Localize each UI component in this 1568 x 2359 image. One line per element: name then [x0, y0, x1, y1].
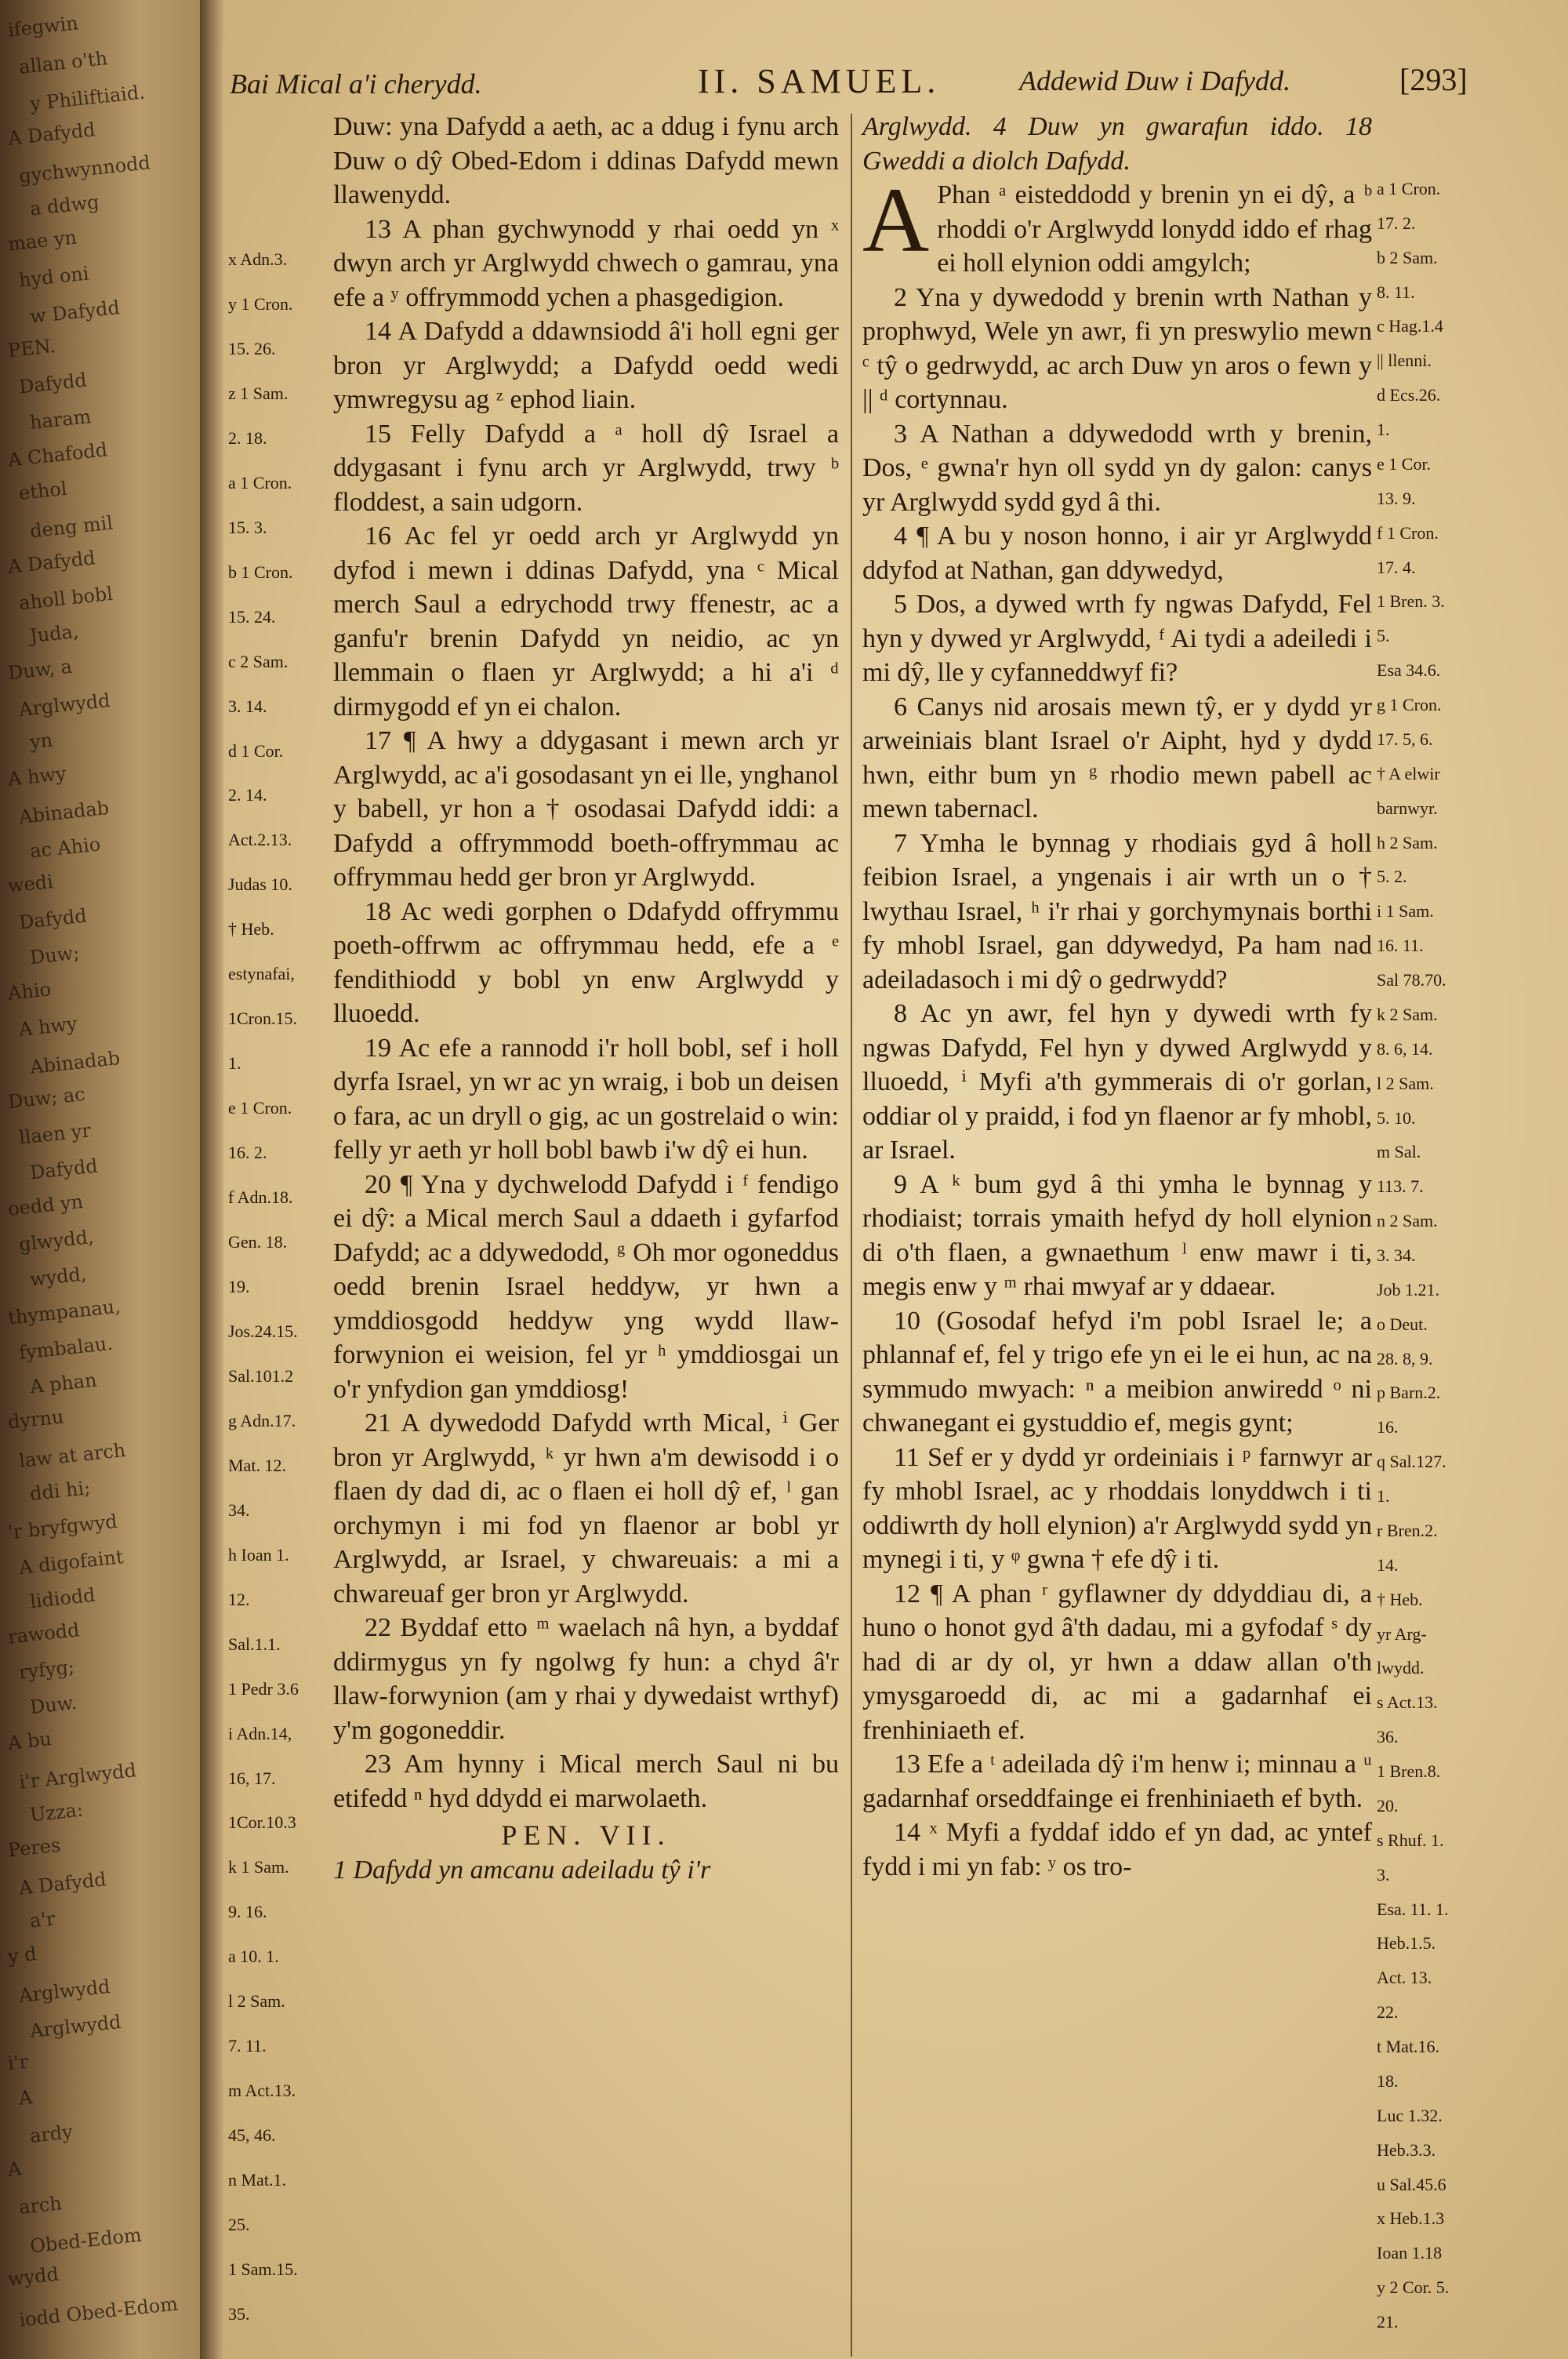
- bleed-text: Abinadab: [17, 797, 111, 828]
- margin-reference: 7. 11.: [228, 2036, 267, 2055]
- bleed-text: oedd yn: [6, 1190, 85, 1220]
- margin-reference: 5. 2.: [1377, 867, 1407, 886]
- verse: 7 Ymha le bynnag y rhodiais gyd â holl feibion Israel, a yngenais i air wrth un o † lwythau Israel, ʰ i'r rhai y gorchymynais borthi fy mhobl Israel, gan ddywedyd, Pa ham nad adeiladasoch i mi dŷ o gedrwydd?: [862, 828, 1372, 994]
- margin-reference: d Ecs.26.: [1377, 385, 1441, 405]
- margin-reference: Heb.3.3.: [1377, 2140, 1436, 2160]
- margin-reference: lwydd.: [1377, 1658, 1425, 1677]
- margin-reference: † A elwir: [1377, 764, 1440, 783]
- bleed-text: wydd: [6, 2263, 60, 2291]
- margin-reference: 1 Bren.8.: [1377, 1761, 1441, 1781]
- margin-reference: l 2 Sam.: [1377, 1074, 1434, 1093]
- verse: 21 A dywedodd Dafydd wrth Mical, ⁱ Ger bron yr Arglwydd, ᵏ yr hwn a'm dewisodd i o flaen dy dad di, ac o flaen ei holl dŷ ef, ˡ gan orchymyn i mi fod yn flaenor ar bobl yr Arglwydd, ar Israel, y chwareuais: a mi a chwareuaf ger bron yr Arglwydd.: [333, 1408, 839, 1608]
- margin-reference: yr Arg-: [1377, 1624, 1427, 1644]
- margin-reference: b 1 Cron.: [228, 562, 293, 582]
- bleed-text: yn: [28, 729, 54, 754]
- margin-reference: Judas 10.: [228, 874, 292, 894]
- bleed-text: ifegwin: [6, 12, 80, 42]
- bleed-text: mae yn: [6, 226, 78, 256]
- verse-text: Phan ᵃ eisteddodd y brenin yn ei dŷ, a ᵇ rhoddi o'r Arglwydd lonydd iddo ef rhag ei holl elynion oddi amgylch;: [937, 180, 1372, 278]
- margin-reference: c Hag.1.4: [1377, 316, 1443, 336]
- verse: 14 A Dafydd a ddawnsiodd â'i holl egni ger bron yr Arglwydd; a Dafydd oedd wedi ymwregysu ag ᶻ ephod liain.: [333, 317, 839, 414]
- bleed-text: 'r bryfgwyd: [6, 1510, 118, 1544]
- margin-reference: 3. 14.: [228, 696, 267, 716]
- margin-reference: q Sal.127.: [1377, 1452, 1446, 1471]
- verse: 22 Byddaf etto ᵐ waelach nâ hyn, a byddaf ddirmygus yn fy ngolwg fy hun: a chyd â'r llaw-forwynion (am y rhai y dywedaist wrthyf) y'm gogoneddir.: [333, 1613, 839, 1745]
- verse: 16 Ac fel yr oedd arch yr Arglwydd yn dyfod i mewn i ddinas Dafydd, yna ᶜ Mical merch Saul a edrychodd trwy ffenestr, ac a ganfu'r brenin Dafydd yn neidio, ac yn llemmain o flaen yr Arglwydd; a hi a'i ᵈ dirmygodd ef yn ei chalon.: [333, 522, 839, 722]
- margin-reference: 22.: [1377, 2002, 1399, 2022]
- margin-reference: 45, 46.: [228, 2125, 276, 2145]
- margin-reference: 1.: [1377, 1486, 1390, 1506]
- bleed-text: Arglwydd: [17, 1975, 111, 2008]
- bleed-text: A hwy: [17, 1012, 78, 1041]
- margin-reference: 1Cron.15.: [228, 1009, 297, 1028]
- margin-reference: a 1 Cron.: [228, 473, 292, 493]
- margin-reference: f Adn.18.: [228, 1187, 293, 1207]
- margin-reference: o Deut.: [1377, 1314, 1428, 1334]
- bleed-text: A: [6, 2157, 23, 2181]
- bleed-text: Abinadab: [28, 1047, 122, 1078]
- margin-reference: 2. 14.: [228, 785, 267, 805]
- bleed-text: Duw, a: [6, 655, 74, 685]
- margin-reference: estynafai,: [228, 964, 295, 983]
- verse: Duw: yna Dafydd a aeth, ac a ddug i fynu arch Duw o dŷ Obed-Edom i ddinas Dafydd mewn llawenydd.: [333, 112, 839, 209]
- margin-reference: Luc 1.32.: [1377, 2106, 1443, 2125]
- bleed-text: deng mil: [28, 511, 114, 543]
- margin-reference: y 2 Cor. 5.: [1377, 2277, 1450, 2297]
- margin-reference: 16, 17.: [228, 1768, 276, 1788]
- margin-reference: Heb.1.5.: [1377, 1933, 1436, 1953]
- bleed-text: A bu: [6, 1728, 53, 1754]
- text-column-right: [862, 110, 1372, 1884]
- verse: 9 A ᵏ bum gyd â thi ymha le bynnag y rhodiaist; torrais ymaith hefyd dy holl elynion di o'th flaen, a gwnaethum ˡ enw mawr i ti, megis enw y ᵐ rhai mwyaf ar y ddaear.: [862, 1169, 1372, 1301]
- bleed-text: aholl bobl: [17, 582, 114, 615]
- bleed-text: wedi: [6, 871, 55, 897]
- book-gutter: [200, 0, 223, 2359]
- margin-reference: 20.: [1377, 1796, 1399, 1816]
- verse: 17 ¶ A hwy a ddygasant i mewn arch yr Arglwydd, ac a'i gosodasant yn ei lle, ynghanol y babell, yr hon a † osodasai Dafydd iddi: a Dafydd a offrymmodd boeth-offrymmau ac offrymmau hedd ger bron yr Arglwydd.: [333, 726, 839, 892]
- margin-reference: 28. 8, 9.: [1377, 1349, 1433, 1369]
- bleed-text: Dafydd: [28, 1154, 99, 1184]
- verse: 13 Efe a ᵗ adeilada dŷ i'm henw i; minnau a ᵘ gadarnhaf orseddfainge ei frenhiniaeth ef byth.: [862, 1750, 1372, 1813]
- margin-reference: 1 Pedr 3.6: [228, 1679, 299, 1699]
- margin-reference: 18.: [1377, 2071, 1399, 2091]
- header-right: Addewid Duw i Dafydd.: [1019, 65, 1290, 96]
- margin-reference: z 1 Sam.: [228, 383, 289, 403]
- bleed-text: w Dafydd: [28, 296, 122, 328]
- verse: 14 ˣ Myfi a fyddaf iddo ef yn dad, ac yntef fydd i mi yn fab: ʸ os tro-: [862, 1818, 1372, 1881]
- margin-reference: 16. 2.: [228, 1143, 267, 1162]
- margin-reference: 14.: [1377, 1555, 1399, 1575]
- bleed-text: A hwy: [6, 762, 67, 791]
- bleed-text: wydd,: [28, 1263, 88, 1291]
- bleed-text: haram: [28, 405, 93, 434]
- margin-reference: 35.: [228, 2304, 250, 2324]
- margin-reference: Mat. 12.: [228, 1456, 286, 1475]
- margin-reference: barnwyr.: [1377, 798, 1438, 818]
- text-column-left: [333, 110, 839, 1887]
- bleed-text: y d: [6, 1943, 38, 1968]
- column-rule: [851, 114, 852, 2357]
- margin-reference: a 10. 1.: [228, 1946, 279, 1966]
- margin-reference: 1 Bren. 3.: [1377, 591, 1445, 611]
- bleed-text: A digofaint: [17, 1546, 125, 1579]
- margin-reference: 1Cor.10.3: [228, 1812, 296, 1832]
- bleed-text: i'r Arglwydd: [17, 1759, 138, 1794]
- margin-reference: 3. 34.: [1377, 1245, 1416, 1265]
- margin-reference: 113. 7.: [1377, 1176, 1424, 1196]
- margin-reference: l 2 Sam.: [228, 1991, 285, 2011]
- bleed-text: dyrnu: [6, 1405, 65, 1434]
- bleed-text: Peres: [6, 1834, 62, 1862]
- bleed-text: A Chafodd: [6, 438, 109, 471]
- margin-reference: Sal.101.2: [228, 1366, 294, 1386]
- margin-reference: t Mat.16.: [1377, 2037, 1440, 2056]
- bleed-text: Arglwydd: [17, 689, 111, 722]
- right-verses: [862, 169, 1372, 1884]
- bleed-text: ddi hi;: [28, 1477, 92, 1505]
- bleed-text: law at arch: [17, 1438, 127, 1473]
- bleed-text: y Philiftiaid.: [28, 81, 147, 115]
- bleed-text: Uzza:: [28, 1798, 85, 1826]
- margin-reference: b 2 Sam.: [1377, 248, 1438, 267]
- bleed-text: Duw; ac: [6, 1082, 86, 1114]
- margin-reference: i Adn.14,: [228, 1724, 292, 1743]
- margin-reference: d 1 Cor.: [228, 741, 284, 761]
- margin-reference: a 1 Cron.: [1377, 179, 1441, 198]
- margin-reference: 15. 3.: [228, 518, 267, 537]
- margin-reference: i 1 Sam.: [1377, 901, 1434, 921]
- margin-reference: 1.: [228, 1053, 241, 1073]
- margin-reference: n 2 Sam.: [1377, 1211, 1438, 1230]
- bleed-text: A phan: [28, 1369, 98, 1398]
- header-book-title: II. SAMUEL.: [698, 62, 941, 100]
- margin-reference: k 2 Sam.: [1377, 1005, 1438, 1024]
- margin-reference: k 1 Sam.: [228, 1857, 289, 1877]
- bleed-text: gychwynnodd: [17, 151, 152, 187]
- bleed-text: hyd oni: [17, 262, 90, 292]
- bleed-text: glwydd,: [17, 1226, 95, 1256]
- bleed-text: Obed-Edom: [28, 2223, 143, 2258]
- margin-reference: h Ioan 1.: [228, 1545, 289, 1565]
- verse: 11 Sef er y dydd yr ordeiniais i ᵖ farnwyr ar fy mhobl Israel, ac y rhoddais lonyddwch i ti oddiwrth dy holl elynion) a'r Arglwydd sydd yn mynegi i ti, y ᵠ gwna † efe dŷ i ti.: [862, 1442, 1372, 1574]
- bleed-text: A: [17, 2086, 34, 2110]
- margin-reference: 1.: [1377, 420, 1390, 439]
- margin-reference: 15. 26.: [228, 339, 276, 358]
- margin-reference: 8. 6, 14.: [1377, 1039, 1433, 1059]
- margin-reference: Act.2.13.: [228, 830, 292, 849]
- margin-reference: † Heb.: [1377, 1590, 1423, 1609]
- verse: 12 ¶ A phan ʳ gyflawner dy ddyddiau di, a huno o honot gyd â'th dadau, mi a gyfodaf ˢ dy had di ar dy ol, yr hwn a ddaw allan o'th ymysgaroedd di, ac mi a gadarnhaf ei frenhiniaeth ef.: [862, 1579, 1372, 1745]
- drop-cap: A: [862, 169, 930, 271]
- margin-reference: 8. 11.: [1377, 282, 1415, 302]
- margin-reference: Sal 78.70.: [1377, 970, 1446, 990]
- margin-reference: 17. 4.: [1377, 558, 1416, 577]
- margin-reference: 16. 11.: [1377, 936, 1424, 955]
- header-left: Bai Mical a'i cherydd.: [230, 68, 482, 100]
- margin-reference: e 1 Cor.: [1377, 454, 1432, 474]
- margin-reference: m Sal.: [1377, 1142, 1421, 1161]
- bleed-text: A Dafydd: [6, 118, 96, 150]
- bleed-text: Duw;: [28, 941, 81, 969]
- margin-reference: 5.: [1377, 626, 1390, 645]
- verse: 19 Ac efe a rannodd i'r holl bobl, sef i holl dyrfa Israel, yn wr ac yn wraig, i bob un deisen o fara, ac un dryll o gig, ac un gostrelaid o win: felly yr aeth yr holl bobl bawb i'w dŷ ei hun.: [333, 1033, 839, 1165]
- chapter-summary: 1 Dafydd yn amcanu adeiladu tŷ i'r: [333, 1855, 711, 1885]
- margin-reference: || llenni.: [1377, 351, 1432, 370]
- verse: 20 ¶ Yna y dychwelodd Dafydd i ᶠ fendigo ei dŷ: a Mical merch Saul a ddaeth i gyfarfod Dafydd; ac a ddywedodd, ᵍ Oh mor ogoneddus oedd brenin Israel heddyw, yr hwn a ymddiosgodd heddyw yng wydd llaw-forwynion ei weision, fel yr ʰ ymddiosgai un o'r ynfydion gan ymddiosg!: [333, 1169, 839, 1404]
- verse: 18 Ac wedi gorphen o Ddafydd offrymmu poeth-offrwm ac offrymmau hedd, efe a ᵉ fendithiodd y bobl yn enw Arglwydd y lluoedd.: [333, 896, 839, 1028]
- bleed-text: ardy: [28, 2121, 74, 2147]
- bleed-text: PEN.: [6, 334, 57, 362]
- verse: 13 A phan gychwynodd y rhai oedd yn ˣ dwyn arch yr Arglwydd chwech o gamrau, yna efe a ʸ offrymmodd ychen a phasgedigion.: [333, 214, 839, 312]
- bleed-text: a ddwg: [28, 191, 100, 220]
- margin-reference: c 2 Sam.: [228, 652, 289, 671]
- margin-reference: Act. 13.: [1377, 1968, 1432, 1987]
- margin-reference: † Heb.: [228, 919, 274, 939]
- bleed-text: llaen yr: [17, 1119, 93, 1149]
- margin-reference: 25.: [228, 2215, 250, 2234]
- chapter-summary-continued: Arglwydd. 4 Duw yn gwarafun iddo. 18 Gweddi a diolch Dafydd.: [862, 112, 1372, 176]
- bleed-text: a'r: [28, 1907, 56, 1932]
- margin-reference: 12.: [228, 1590, 250, 1609]
- verse: 6 Canys nid arosais mewn tŷ, er y dydd yr arweiniais blant Israel o'r Aipht, hyd y dydd hwn, eithr bum yn ᵍ rhodio mewn pabell ac mewn tabernacl.: [862, 692, 1372, 823]
- margin-reference: 17. 5, 6.: [1377, 729, 1433, 749]
- margin-reference: 5. 10.: [1377, 1108, 1416, 1128]
- margin-reference: 9. 16.: [228, 1902, 267, 1921]
- bleed-text: ryfyg;: [17, 1656, 76, 1684]
- margin-reference: r Bren.2.: [1377, 1521, 1438, 1540]
- bleed-text: fymbalau.: [17, 1332, 114, 1365]
- margin-reference: n Mat.1.: [228, 2170, 286, 2190]
- bleed-text: iodd Obed-Edom: [18, 2292, 180, 2332]
- margin-reference: 16.: [1377, 1417, 1399, 1437]
- margin-reference: Gen. 18.: [228, 1232, 288, 1252]
- bleed-text: ac Ahio: [28, 833, 102, 863]
- margin-reference: 19.: [228, 1277, 250, 1296]
- bleed-text: arch: [17, 2192, 64, 2219]
- bleed-text: Duw.: [28, 1691, 78, 1719]
- verse: [862, 169, 1372, 281]
- margin-reference: Sal.1.1.: [228, 1634, 281, 1654]
- margin-reference: x Adn.3.: [228, 249, 288, 269]
- margin-reference: f 1 Cron.: [1377, 523, 1439, 543]
- verse: 4 ¶ A bu y noson honno, i air yr Arglwydd ddyfod at Nathan, gan ddywedyd,: [862, 522, 1372, 585]
- margin-reference: 15. 24.: [228, 607, 276, 627]
- margin-reference: 21.: [1377, 2312, 1399, 2332]
- margin-reference: 36.: [1377, 1727, 1399, 1747]
- margin-reference: 2. 18.: [228, 428, 267, 448]
- margin-reference: Esa. 11. 1.: [1377, 1899, 1449, 1919]
- margin-reference: 13. 9.: [1377, 489, 1416, 508]
- chapter-heading: PEN. VII.: [501, 1819, 671, 1851]
- margin-reference: h 2 Sam.: [1377, 833, 1438, 852]
- margin-reference: g Adn.17.: [228, 1411, 296, 1430]
- margin-reference: s Rhuf. 1.: [1377, 1830, 1444, 1850]
- margin-reference: e 1 Cron.: [228, 1098, 292, 1118]
- margin-reference: Jos.24.15.: [228, 1321, 298, 1341]
- page-number: [293]: [1399, 62, 1468, 97]
- margin-reference: 17. 2.: [1377, 213, 1416, 233]
- margin-reference: m Act.13.: [228, 2081, 296, 2100]
- margin-reference: x Heb.1.3: [1377, 2208, 1445, 2228]
- bible-page: [223, 0, 1568, 2359]
- verse: 5 Dos, a dywed wrth fy ngwas Dafydd, Fel hyn y dywed yr Arglwydd, ᶠ Ai tydi a adeiledi i mi dŷ, lle y cyfanneddwyf fi?: [862, 590, 1372, 687]
- verse: 2 Yna y dywedodd y brenin wrth Nathan y prophwyd, Wele yn awr, fi yn preswylio mewn ᶜ tŷ o gedrwydd, ac arch Duw yn aros o fewn y || ᵈ cortynnau.: [862, 282, 1372, 414]
- bleed-text: A Dafydd: [17, 1868, 107, 1899]
- margin-reference: u Sal.45.6: [1377, 2175, 1446, 2194]
- margin-reference: 3.: [1377, 1865, 1390, 1885]
- bleed-text: A Dafydd: [6, 547, 96, 578]
- bleed-text: Ahio: [6, 978, 53, 1005]
- adjacent-page-bleed: [0, 0, 200, 2359]
- margin-reference: Job 1.21.: [1377, 1280, 1440, 1299]
- bleed-text: rawodd: [6, 1619, 81, 1648]
- bleed-text: Juda,: [28, 620, 80, 648]
- margin-reference: y 1 Cron.: [228, 294, 293, 314]
- margin-reference: s Act.13.: [1377, 1692, 1438, 1712]
- bleed-text: lidiodd: [28, 1583, 96, 1613]
- bleed-text: Dafydd: [17, 904, 88, 934]
- verse: 3 A Nathan a ddywedodd wrth y brenin, Dos, ᵉ gwna'r hyn oll sydd yn dy galon: canys yr Arglwydd sydd gyd â thi.: [862, 419, 1372, 517]
- verse: 8 Ac yn awr, fel hyn y dywedi wrth fy ngwas Dafydd, Fel hyn y dywed Arglwydd y lluoedd, ⁱ Myfi a'th gymmerais di o'r gorlan, oddiar ol y praidd, i fod yn flaenor ar fy mhobl, ar Israel.: [862, 999, 1372, 1165]
- margin-reference: Ioan 1.18: [1377, 2243, 1443, 2263]
- margin-reference: p Barn.2.: [1377, 1383, 1441, 1402]
- bleed-text: allan o'th: [17, 47, 109, 78]
- verse: 15 Felly Dafydd a ᵃ holl dŷ Israel a ddygasant i fynu arch yr Arglwydd, trwy ᵇ floddest, a sain udgorn.: [333, 419, 839, 517]
- verse: 23 Am hynny i Mical merch Saul ni bu etifedd ⁿ hyd ddydd ei marwolaeth.: [333, 1750, 839, 1813]
- margin-reference: g 1 Cron.: [1377, 695, 1442, 714]
- bleed-text: i'r: [6, 2050, 30, 2075]
- running-header: [223, 56, 1568, 104]
- bleed-text: ethol: [17, 477, 68, 505]
- margin-reference: 1 Sam.15.: [228, 2259, 298, 2279]
- bleed-text: Arglwydd: [28, 2010, 122, 2043]
- bleed-text: Dafydd: [17, 369, 88, 398]
- verse: 10 (Gosodaf hefyd i'm pobl Israel le; a phlannaf ef, fel y trigo efe yn ei le ei hun, ac na symmudo mwyach: ⁿ a meibion anwiredd ᵒ ni chwanegant ei gystuddio ef, megis gynt;: [862, 1306, 1372, 1438]
- margin-reference: Esa 34.6.: [1377, 660, 1441, 680]
- bleed-text: thympanau,: [6, 1295, 122, 1329]
- margin-reference: 34.: [228, 1500, 250, 1520]
